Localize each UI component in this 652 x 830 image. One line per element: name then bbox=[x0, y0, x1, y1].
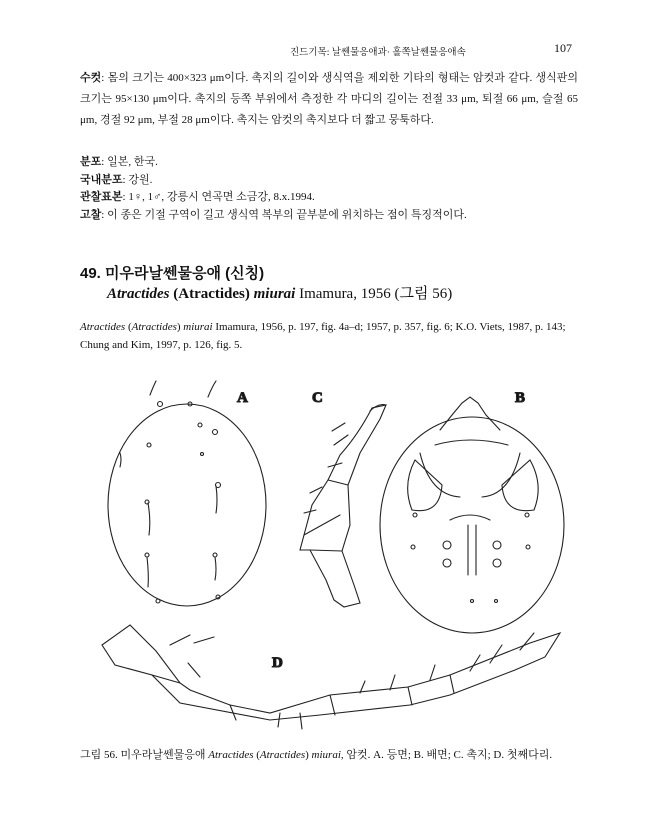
caption-paren-close: ) bbox=[305, 749, 312, 761]
subgenus: (Atractides) bbox=[173, 286, 250, 302]
first-leg-drawing bbox=[102, 625, 560, 729]
running-head: 진드기목: 날쎈물응애과· 홀쪽날쎈물응애속 bbox=[290, 48, 466, 58]
figure-label-c: C bbox=[312, 390, 323, 406]
syn-paren-open: ( bbox=[125, 321, 132, 333]
remarks-label: 고찰 bbox=[80, 209, 102, 221]
syn-genus: Atractides bbox=[80, 321, 126, 333]
ventral-view-drawing bbox=[380, 397, 564, 633]
caption-epithet: miurai bbox=[311, 749, 341, 761]
page-number: 107 bbox=[554, 41, 572, 55]
material-examined-line bbox=[80, 188, 315, 204]
syn-subgenus: Atractides bbox=[131, 321, 177, 333]
male-text: : 몸의 크기는 400×323 μm이다. 촉지의 길이와 생식역을 제외한 기타의 형태는 암컷과 같다. 생식판의 크기는 95×130 μm이다. 촉지의 등쪽 부위에서 측정한 각 마디의 길이는 전절 33 μm, 퇴절 66 μm, 슬절 65 μm, 경절 92 μm, 부절 28 μm이다. 촉지는 암컷의 촉지보다 더 짧고 뭉툭하다. bbox=[80, 72, 578, 126]
page-header bbox=[0, 41, 652, 61]
remarks-text: : 이 종은 기절 구역이 길고 생식역 복부의 끝부분에 위치하는 점이 특징적이다. bbox=[101, 209, 467, 221]
epithet: miurai bbox=[253, 286, 296, 302]
syn-epithet: miurai bbox=[183, 321, 213, 333]
authority: Imamura, 1956 bbox=[299, 286, 391, 302]
caption-prefix: 그림 56. 미우라날쎈물응애 bbox=[80, 749, 209, 761]
material-examined-text: : 1♀, 1♂, 강릉시 연곡면 소금강, 8.x.1994. bbox=[122, 191, 315, 203]
figure-caption bbox=[80, 746, 552, 762]
figure-drawing bbox=[90, 375, 570, 735]
remarks-line bbox=[80, 206, 467, 222]
dorsal-view-drawing bbox=[108, 381, 266, 606]
figure-label-a: A bbox=[237, 390, 248, 406]
figure-reference: (그림 56) bbox=[394, 286, 453, 302]
species-scientific-name bbox=[107, 282, 452, 303]
korean-distribution-line bbox=[80, 171, 152, 187]
material-examined-label: 관찰표본 bbox=[80, 191, 123, 203]
distribution-label: 분포 bbox=[80, 156, 102, 168]
male-description bbox=[80, 68, 578, 131]
distribution-line bbox=[80, 153, 158, 169]
caption-subgenus: Atractides bbox=[259, 749, 306, 761]
syn-paren-close: ) bbox=[176, 321, 184, 333]
palp-drawing bbox=[300, 405, 386, 607]
caption-suffix: , 암컷. A. 등면; B. 배면; C. 촉지; D. 첫째다리. bbox=[340, 749, 553, 761]
korean-distribution-label: 국내분포 bbox=[80, 174, 123, 186]
genus: Atractides bbox=[107, 286, 170, 302]
caption-paren-open: ( bbox=[253, 749, 260, 761]
distribution-text: : 일본, 한국. bbox=[101, 156, 158, 168]
figure-label-b: B bbox=[515, 390, 526, 406]
caption-genus: Atractides bbox=[208, 749, 254, 761]
species-title: 49. 미우라날쎈물응애 (신칭) bbox=[80, 265, 265, 282]
figure-label-d: D bbox=[272, 655, 283, 671]
synonymy bbox=[80, 318, 580, 354]
figure-56 bbox=[90, 375, 570, 740]
korean-distribution-text: : 강원. bbox=[122, 174, 153, 186]
syn-references: Imamura, 1956, p. 197, fig. 4a–d; 1957, p. 357, fig. 6; K.O. Viets, 1987, p. 143; Chung and Kim, 1997, p. 126, fig. 5. bbox=[80, 321, 566, 351]
male-label: 수컷 bbox=[80, 72, 102, 84]
